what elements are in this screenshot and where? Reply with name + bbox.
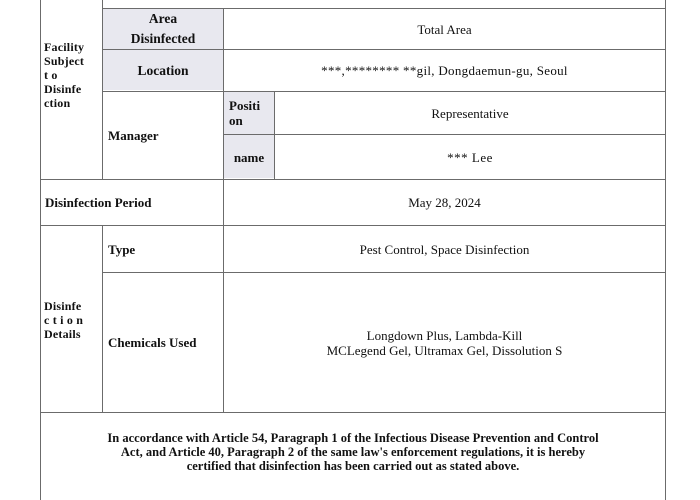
- position-value: Representative: [431, 105, 509, 121]
- area-value: Total Area: [417, 21, 472, 37]
- area-label: Area Disinfected: [130, 10, 196, 46]
- manager-label: Manager: [108, 128, 159, 143]
- rule-right-border: [665, 0, 666, 500]
- details-section-label: Disinfe c t i o n Details: [44, 299, 84, 341]
- type-label: Type: [108, 242, 136, 257]
- rule-details-divider: [102, 225, 103, 412]
- certification-statement: [41, 431, 665, 473]
- certification-line-3: certified that disinfection has been carried out as stated above.: [186, 459, 520, 473]
- period-value: May 28, 2024: [408, 195, 481, 210]
- location-label: Location: [137, 62, 189, 78]
- rule-details-bottom: [40, 412, 665, 413]
- type-value: Pest Control, Space Disinfection: [359, 241, 530, 257]
- position-label: Positi on: [229, 98, 261, 128]
- name-value: *** Lee: [447, 149, 493, 165]
- certification-line-1: In accordance with Article 54, Paragraph 1 of the Infectious Disease Prevention and Control: [107, 431, 599, 445]
- chemicals-line-2: MCLegend Gel, Ultramax Gel, Dissolution S: [326, 342, 563, 358]
- chemicals-label: Chemicals Used: [108, 335, 197, 350]
- certification-line-2: Act, and Article 40, Paragraph 2 of the same law's enforcement regulations, it is hereby: [120, 445, 586, 459]
- period-label: Disinfection Period: [45, 195, 152, 210]
- facility-section-label: Facility Subject t o Disinfe ction: [44, 40, 85, 110]
- rule-left-border: [40, 0, 41, 500]
- chemicals-value: [224, 273, 665, 412]
- location-value: ***,******** **gil, Dongdaemun-gu, Seoul: [321, 63, 568, 78]
- name-label: name: [233, 149, 265, 165]
- chemicals-line-1: Longdown Plus, Lambda-Kill: [366, 327, 523, 343]
